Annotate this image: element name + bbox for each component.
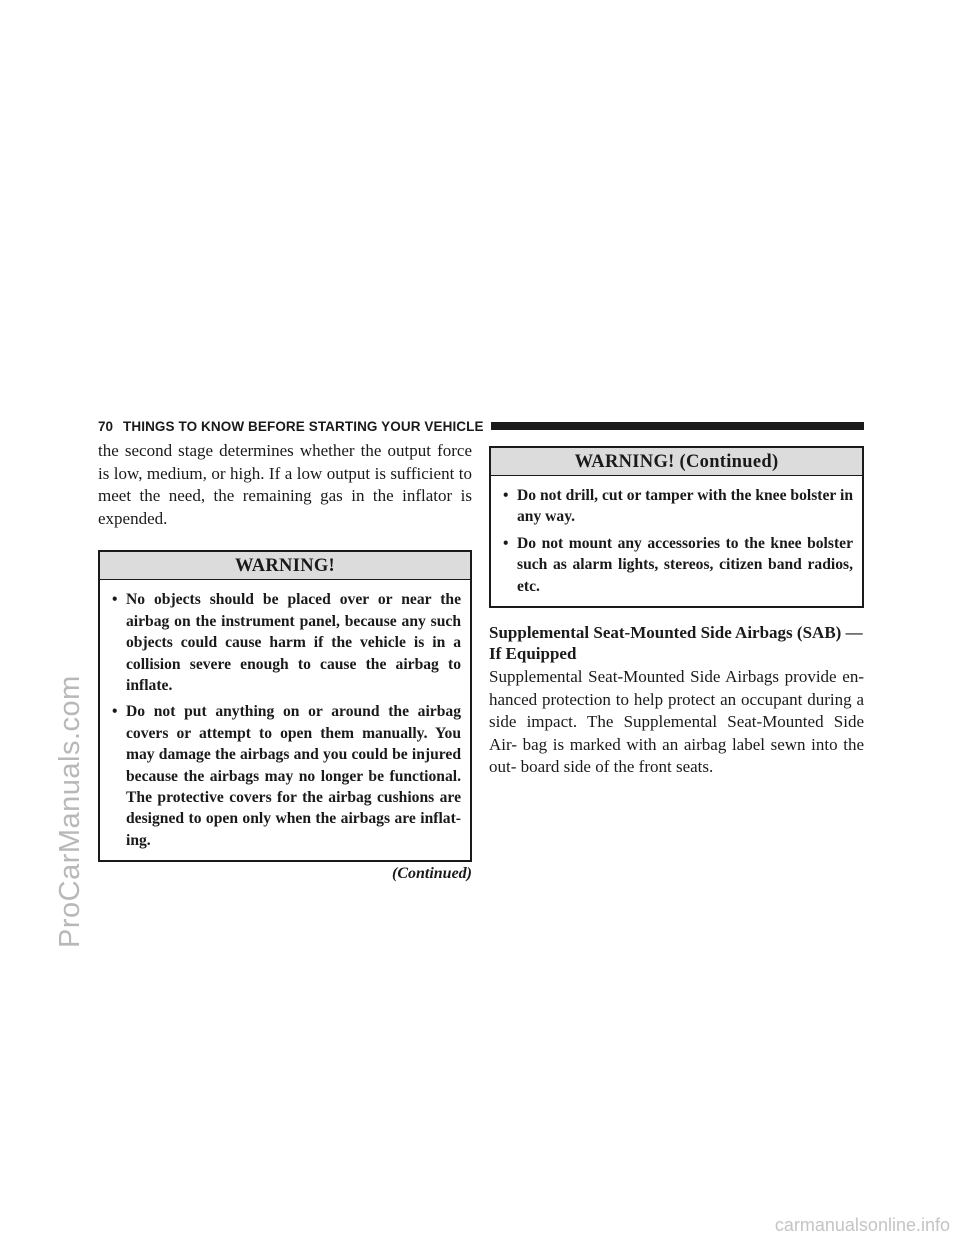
page-header <box>98 416 864 436</box>
warning-item-text: No objects should be placed over or near the airbag on the instrument panel, because any such objects could cause harm if the vehicle is in a collision severe enough to cause the airbag to inflate. <box>126 591 461 694</box>
warning-item <box>112 589 461 696</box>
page-number: 70 <box>98 418 114 434</box>
warning-list <box>100 580 470 860</box>
left-column <box>98 440 472 883</box>
warning-item-text: Do not mount any accessories to the knee bolster such as alarm lights, stereos, citizen band radios, etc. <box>517 534 853 595</box>
header-rule <box>491 422 864 430</box>
bullet-icon: • <box>503 487 509 504</box>
warning-continued-box <box>489 446 864 608</box>
bullet-icon: • <box>112 703 118 721</box>
warning-item-text: Do not put anything on or around the airbag covers or attempt to open them manually. You may damage the airbags and you could be injured because the airbags may no longer be functional. The protective covers for the airbag cushions are designed to open only when the airbags are inflat- ing. <box>126 703 461 849</box>
warning-continued-list <box>491 476 862 606</box>
bullet-icon: • <box>503 534 509 552</box>
section-heading <box>489 622 864 664</box>
warning-item <box>503 533 853 597</box>
right-column <box>489 446 864 779</box>
warning-box <box>98 550 472 862</box>
section-paragraph: Supplemental Seat-Mounted Side Airbags provide en- hanced protection to help protect an occupant during a side impact. The Supplemental Seat-Mounted Side Air- bag is marked with an airbag label sewn into the out- board side of the front seats. <box>489 667 864 777</box>
warning-item <box>112 701 461 851</box>
intro-paragraph: the second stage determines whether the output force is low, medium, or high. If a low output is sufficient to meet the need, the remaining gas in the inflator is expended. <box>98 441 472 528</box>
warning-title: WARNING! <box>100 552 470 580</box>
continued-label: (Continued) <box>391 865 472 883</box>
bullet-icon: • <box>112 591 118 609</box>
warning-item <box>503 485 853 528</box>
warning-item-text: Do not drill, cut or tamper with the knee bolster in any way. <box>517 487 853 526</box>
footer-watermark: carmanualsonline.info <box>774 1215 950 1235</box>
side-watermark: ProCarManuals.com <box>54 675 86 948</box>
section-heading-line2: If Equipped <box>489 644 577 664</box>
section-heading-line1: Supplemental Seat-Mounted Side Airbags (SAB) — <box>489 623 863 643</box>
chapter-title: THINGS TO KNOW BEFORE STARTING YOUR VEHICLE <box>123 418 484 434</box>
warning-continued-title: WARNING! (Continued) <box>491 448 862 476</box>
